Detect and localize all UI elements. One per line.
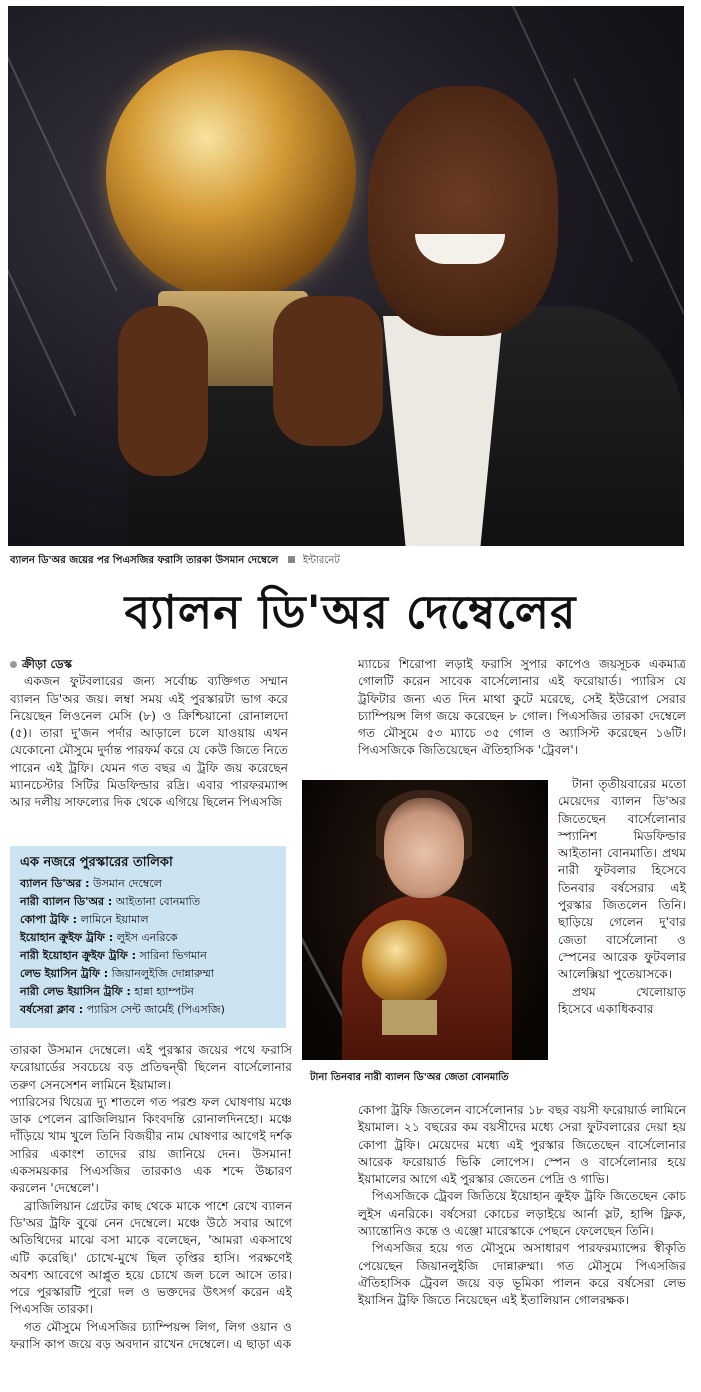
award-row: কোপা ট্রফি : লামিনে ইয়ামাল xyxy=(20,913,149,926)
paragraph: তারকা উসমান দেম্বেলে। এই পুরস্কার জয়ের পথে ফরাসি ফরোয়ার্ডের সবচেয়ে বড় প্রতিদ্বন্দ্বী ছিলেন বার্সেলোনার তরুণ সেনসেশন লামিনে ইয়ামাল। xyxy=(10,1043,292,1092)
photo-caption-text: ব্যালন ডি'অর জয়ের পর পিএসজির ফরাসি তারকা উসমান দেম্বেলে xyxy=(10,555,279,566)
paragraph: প্রথম খেলোয়াড় হিসেবে একাধিকবার xyxy=(558,984,686,1016)
col-right-top xyxy=(358,656,686,760)
paragraph: একজন ফুটবলারের জন্য সর্বোচ্চ ব্যক্তিগত সম্মান ব্যালন ডি'অর জয়। লম্বা সময় এই পুরস্কারটা ভাগ করে নিয়েছেন লিওনেল মেসি (৮) ও ক্রিশ্চিয়ানো রোনালদো (৫)। তারা দু'জন পর্দার আড়ালে চলে যাওয়ায় এখন যেকোনো মৌসুমে দুর্দান্ত পারফর্ম করে যে কেউ জিতে নিতে পারেন এই ট্রফি। যেমন গত বছর এ ট্রফি জয় করেছেন ম্যানচেস্টার সিটির মিডফিল্ডার রদ্রি। এবার পারফরম্যান্স আর দলীয় সাফল্যের দিক থেকে এগিয়ে ছিলেন পিএসজি xyxy=(10,674,288,810)
paragraph: ম্যাচের শিরোপা লড়াই ফরাসি সুপার কাপেও জয়সূচক একমাত্র গোলটি করেন সাবেক বার্সেলোনার এই ফরোয়ার্ড। প্যারিস যে ট্রফিটার জন্য এত দিন মাথা কুটে মরেছে, সেই ইউরোপ সেরার চ্যাম্পিয়ন্স লিগ জয়ে করেছেন ৮ গোল। পিএসজির তারকা দেম্বেলে গত মৌসুমে ৫৩ ম্যাচে ৩৫ গোল ও অ্যাসিস্ট করেছেন ১৬টি। পিএসজিকে জিতিয়েছেন ঐতিহাসিক 'ট্রেবল'। xyxy=(358,657,686,758)
paragraph: ব্রাজিলিয়ান গ্রেটের কাছ থেকে মাকে পাশে রেখে ব্যালন ডি'অর ট্রফি বুঝে নেন দেম্বেলে। মঞ্চে উঠে সবার আগে অতিথিদের মাঝে বসা মাকে বলেছেন, 'আমরা একসাথে এটি করেছি।' চোখে-মুখে ছিল তৃপ্তির হাসি। পরক্ষণেই অবশ্য আবেগে আপ্লুত হয়ে চোখে জল চলে আসে তার। পরে পুরস্কারটি পুরো দল ও ভক্তদের উৎসর্গ করেন এই পিএসজি তারকা। xyxy=(10,1198,292,1317)
paragraph: পিএসজির হয়ে গত মৌসুমে অসাধারণ পারফরম্যান্সের স্বীকৃতি পেয়েছেন জিয়ানলুইজি দোন্নারুম্মা। গত মৌসুমে পিএসজির ঐতিহাসিক ট্রেবল জয়ে বড় ভূমিকা পালন করে বর্ষসেরা লেভ ইয়াসিন ট্রফি জিতে নিয়েছেন এই ইতালিয়ান গোলরক্ষক। xyxy=(358,1241,686,1308)
photo2-caption: টানা তিনবার নারী ব্যালন ডি'অর জেতা বোনমাতি xyxy=(310,1072,509,1083)
trophy-icon xyxy=(362,920,447,1005)
col-right-narrow xyxy=(558,776,686,1018)
col-right-bottom xyxy=(358,1102,686,1310)
paragraph: পিএসজিকে ট্রেবল জিতিয়ে ইয়োহান ক্রুইফ ট্রফি জিতেছেন কোচ লুইস এনরিকে। বর্ষসেরা কোচের লড়াইয়ে আর্না স্লট, হান্সি ফ্লিক, অ্যান্তোনিও কন্তে ও এঞ্জো মারেস্কাকে পেছনে ফেলেছেন তিনি। xyxy=(358,1189,686,1239)
col-left-bottom xyxy=(10,1042,292,1353)
photo-caption xyxy=(10,553,340,570)
award-list-box xyxy=(10,846,286,1028)
award-row: বর্ষসেরা ক্লাব : প্যারিস সেন্ট জার্মেই (পিএসজি) xyxy=(20,1003,225,1016)
award-row: নারী ইয়োহান ক্রুইফ ট্রফি : সারিনা ভিগমান xyxy=(20,949,207,962)
paragraph: টানা তৃতীয়বারের মতো মেয়েদের ব্যালন ডি'অর জিতেছেন বার্সেলোনার স্প্যানিশ মিডফিল্ডার আইতানা বোনমাতি। প্রথম নারী ফুটবলার হিসেবে তিনবার বর্ষসেরার এই পুরস্কার জিতলেন তিনি। ছাড়িয়ে গেলেন দু'বার জেতা বার্সেলোনা ও স্পেনের আরেক ফুটবলার আলেক্সিয়া পুতেয়াসকে। xyxy=(558,777,686,982)
bonmati-photo xyxy=(302,780,548,1060)
award-row: ব্যালন ডি'অর : উসমান দেম্বেলে xyxy=(20,877,162,890)
photo-credit: ইন্টারনেট xyxy=(302,555,340,566)
main-photo xyxy=(8,6,684,546)
box-title: এক নজরে পুরস্কারের তালিকা xyxy=(20,855,173,870)
headline: ব্যালন ডি'অর দেম্বেলের xyxy=(124,585,577,639)
byline: ক্রীড়া ডেস্ক xyxy=(10,656,288,673)
award-row: লেভ ইয়াসিন ট্রফি : জিয়ানলুইজি দোন্নারুম্মা xyxy=(20,967,214,980)
col-left-top xyxy=(10,656,288,812)
paragraph: কোপা ট্রফি জিতলেন বার্সেলোনার ১৮ বছর বয়সী ফরোয়ার্ড লামিনে ইয়ামাল। ২১ বছরের কম বয়সীদের মধ্যে সেরা ফুটবলারের দেয়া হয় কোপা ট্রফি। মেয়েদের মধ্যে এই পুরস্কার জিতেছেন বার্সেলোনার আরেক ফরোয়ার্ড ভিকি লোপেস। স্পেন ও বার্সেলোনার হয়ে ইয়ামালের আগে এই পুরস্কার জেতেন পেদ্রি ও গাভি। xyxy=(358,1103,686,1187)
paragraph: গত মৌসুমে পিএসজির চ্যাম্পিয়ন্স লিগ, লিগ ওয়ান ও ফরাসি কাপ জয়ে বড় অবদান রাখেন দেম্বেলে। এ ছাড়া এক xyxy=(10,1319,292,1352)
award-row: নারী ব্যালন ডি'অর : আইতানা বোনমাতি xyxy=(20,895,201,908)
paragraph: প্যারিসের থিয়েত্র দ্যু শাতলে গত পরশু ফল ঘোষণায় মঞ্চে ডাক পেলেন ব্রাজিলিয়ান কিংবদন্তি রোনালদিনহো। মঞ্চে দাঁড়িয়ে খাম খুলে তিনি বিজয়ীর নাম ঘোষণার আগেই দর্শক সারির একাংশ তাদের রায় জানিয়ে দেন। উসমান! একসময়কার পিএসজির তারকাও এক শব্দে উচ্চারণ করলেন 'দেম্বেলে'। xyxy=(10,1094,292,1196)
award-row: নারী লেভ ইয়াসিন ট্রফি : হান্না হ্যাম্পটন xyxy=(20,985,194,998)
trophy-icon xyxy=(106,50,356,300)
award-row: ইয়োহান ক্রুইফ ট্রফি : লুইস এনরিকে xyxy=(20,931,178,944)
